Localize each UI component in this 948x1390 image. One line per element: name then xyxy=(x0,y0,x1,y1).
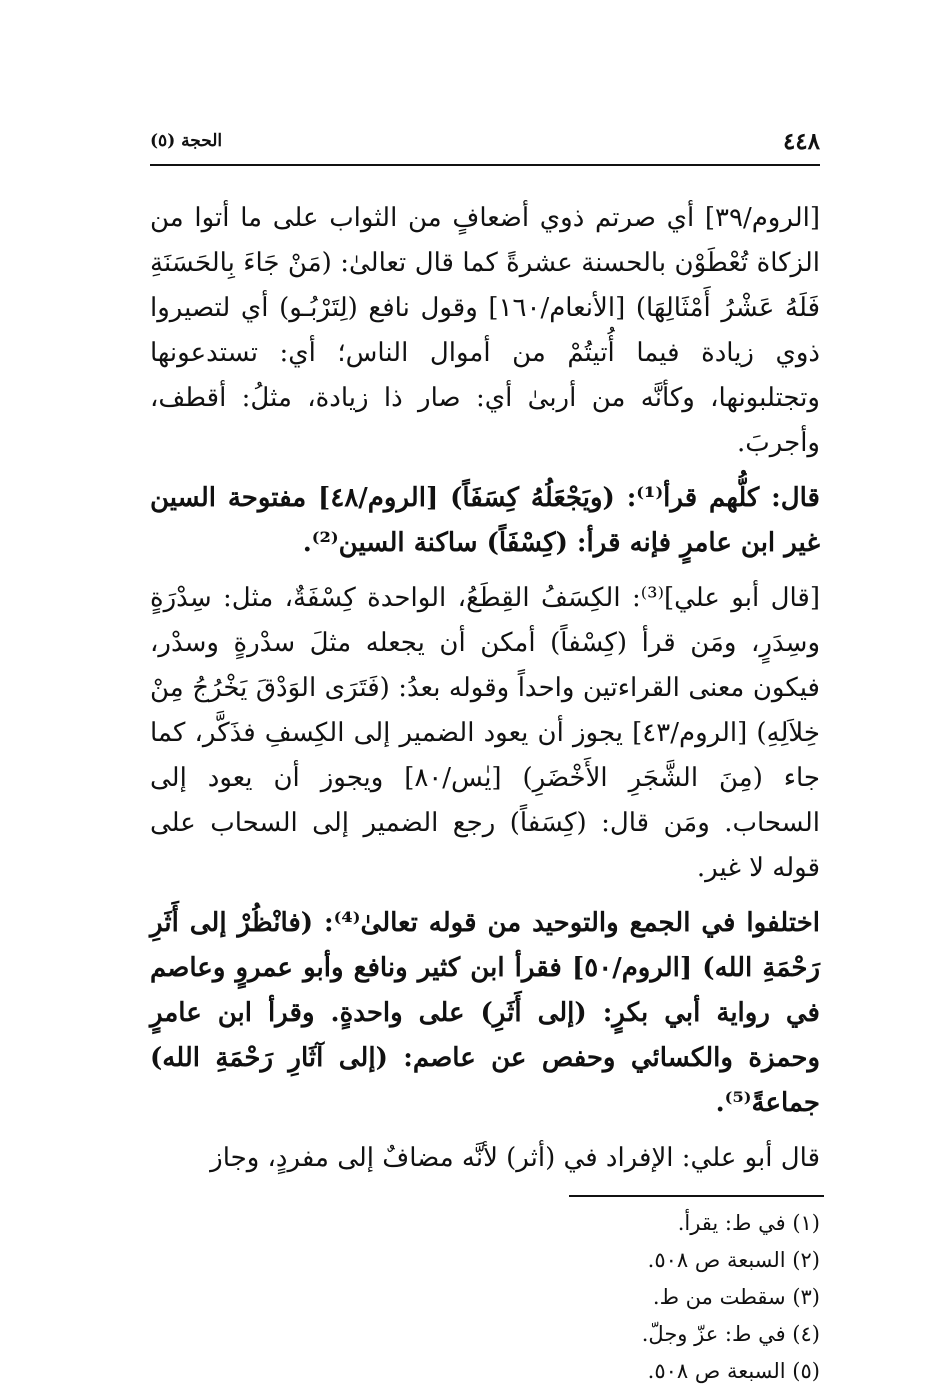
paragraph: [قال أبو علي]⁽³⁾: الكِسَفُ القِطَعُ، الواحدة كِسْفَةٌ، مثل: سِدْرَةٍ وسِدَرٍ، ومَن قرأ (كِسْفاً) أمكن أن يجعله مثلَ سدْرةٍ وسدْر، فيكون معنى القراءتين واحداً وقوله بعدُ: (فَتَرَى الوَدْقَ يَخْرُجُ مِنْ خِلاَلِهِ) [الروم/٤٣] يجوز أن يعود الضمير إلى الكِسفِ فذَكَّر، كما جاء (مِنَ الشَّجَرِ الأَخْضَرِ) [يٰس/٨٠] ويجوز أن يعود إلى السحاب. ومَن قال: (كِسَفاً) رجع الضمير إلى السحاب على قوله لا غير. xyxy=(150,583,821,883)
page-number: ٤٤٨ xyxy=(782,127,820,155)
footnote: (٤) في ط: عزّ وجلّ. xyxy=(641,1322,820,1346)
paragraph-reading-variant: قال: كلُّهم قرأ⁽¹⁾: (ويَجْعَلُهُ كِسَفَاً) [الروم/٤٨] مفتوحة السين غير ابن عامرٍ فإنه قرأ: (كِسْفَاً) ساكنة السين⁽²⁾. xyxy=(150,483,820,558)
page-body xyxy=(150,196,820,1181)
paragraph-reading-variant: اختلفوا في الجمع والتوحيد من قوله تعالىٰ⁽⁴⁾: (فانْظُرْ إلى أَثَرِ رَحْمَةِ الله) [الروم/٥٠] فقرأ ابن كثير ونافع وأبو عمروٍ وعاصم في رواية أبي بكرٍ: (إلى أَثَرِ) على واحدةٍ. وقرأ ابن عامرٍ وحمزة والكسائي وحفص عن عاصم: (إلى آثَارِ رَحْمَةِ الله) جماعةً⁽⁵⁾. xyxy=(150,908,820,1118)
footnote: (٣) سقطت من ط. xyxy=(652,1285,820,1309)
footnote: (٥) السبعة ص ٥٠٨. xyxy=(647,1359,820,1383)
paragraph: [الروم/٣٩] أي صرتم ذوي أضعافٍ من الثواب على ما أتوا من الزكاة تُعْطَوْن بالحسنة عشرةً كما قال تعالىٰ: (مَنْ جَاءَ بِالحَسَنَةِ فَلَهُ عَشْرُ أَمْثَالِهَا) [الأنعام/١٦٠] وقول نافع (لِتَرْبُـو) أي لتصيروا ذوي زيادة فيما أُتيتُمْ من أموال الناس؛ أي: تستدعونها وتجتلبونها، وكأنَّه من أربىٰ أي: صار ذا زيادة، مثلُ: أقطف، وأجربَ. xyxy=(150,203,820,458)
paragraph: قال أبو علي: الإفراد في (أثر) لأنَّه مضافٌ إلى مفردٍ، وجاز xyxy=(210,1143,820,1173)
running-title: الحجة (٥) xyxy=(150,131,223,151)
footnotes xyxy=(150,1205,820,1390)
footnote-divider xyxy=(569,1195,824,1197)
book-page xyxy=(150,118,821,1383)
page-header xyxy=(150,118,820,166)
footnote: (٢) السبعة ص ٥٠٨. xyxy=(647,1248,820,1272)
footnote: (١) في ط: يقرأ. xyxy=(677,1211,820,1235)
